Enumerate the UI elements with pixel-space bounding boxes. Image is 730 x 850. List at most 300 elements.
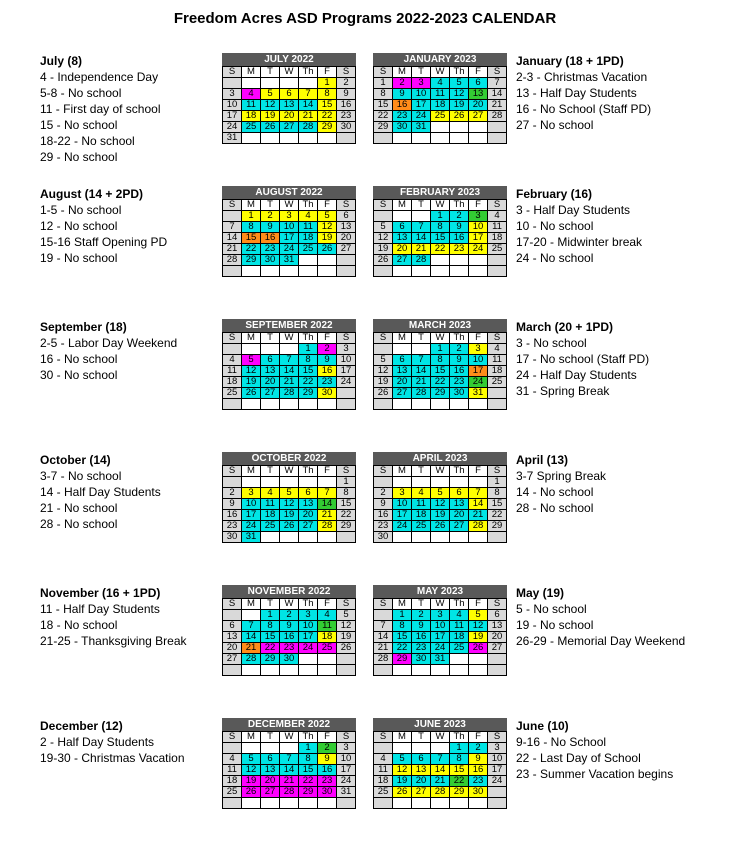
day-cell: 3: [393, 488, 412, 499]
day-cell: [223, 477, 242, 488]
weekday-label: Th: [450, 67, 469, 78]
event-note: 5-8 - No school: [40, 86, 122, 100]
calendar-grid: [373, 66, 507, 144]
day-cell: [393, 211, 412, 222]
day-cell: 14: [318, 499, 337, 510]
day-cell: 28: [299, 122, 318, 133]
weekday-header-row: [374, 732, 507, 743]
day-cell: [299, 798, 318, 809]
day-cell: 12: [450, 89, 469, 100]
day-cell: 2: [412, 610, 431, 621]
day-cell: 13: [488, 621, 507, 632]
day-cell: 9: [450, 222, 469, 233]
day-cell: 1: [488, 477, 507, 488]
day-cell: 24: [280, 244, 299, 255]
day-cell: 28: [374, 654, 393, 665]
day-cell: [223, 610, 242, 621]
day-cell: 17: [242, 510, 261, 521]
day-cell: [261, 477, 280, 488]
day-cell: 18: [431, 100, 450, 111]
day-cell: 18: [318, 632, 337, 643]
day-cell: [469, 532, 488, 543]
weekday-label: F: [318, 200, 337, 211]
weekday-label: S: [488, 200, 507, 211]
day-cell: [431, 532, 450, 543]
day-cell: 5: [242, 754, 261, 765]
day-cell: [488, 122, 507, 133]
day-cell: [393, 743, 412, 754]
day-cell: 18: [223, 377, 242, 388]
day-cell: 14: [488, 89, 507, 100]
day-cell: 9: [469, 754, 488, 765]
month-calendar-title: NOVEMBER 2022: [222, 585, 356, 598]
weekday-label: T: [261, 67, 280, 78]
week-row: [374, 133, 507, 144]
week-row: [223, 344, 356, 355]
day-cell: 28: [431, 787, 450, 798]
weekday-label: S: [337, 466, 356, 477]
day-cell: [488, 787, 507, 798]
day-cell: 16: [393, 100, 412, 111]
day-cell: [393, 399, 412, 410]
week-row: [374, 488, 507, 499]
day-cell: 5: [242, 355, 261, 366]
event-note: 14 - Half Day Students: [40, 485, 161, 499]
day-cell: 9: [450, 355, 469, 366]
day-cell: 23: [374, 521, 393, 532]
day-cell: 27: [393, 255, 412, 266]
day-cell: [280, 477, 299, 488]
day-cell: 29: [299, 787, 318, 798]
day-cell: 20: [393, 377, 412, 388]
weekday-label: M: [242, 200, 261, 211]
day-cell: 15: [450, 765, 469, 776]
week-row: [374, 122, 507, 133]
right-notes: [516, 718, 726, 782]
day-cell: 19: [450, 100, 469, 111]
day-cell: 22: [242, 244, 261, 255]
day-cell: 8: [431, 355, 450, 366]
weekday-label: S: [223, 200, 242, 211]
day-cell: 17: [337, 366, 356, 377]
right-notes: [516, 319, 726, 399]
day-cell: 29: [261, 654, 280, 665]
day-cell: 18: [488, 233, 507, 244]
weekday-label: S: [374, 466, 393, 477]
day-cell: 28: [280, 787, 299, 798]
weekday-label: W: [431, 333, 450, 344]
day-cell: [469, 122, 488, 133]
day-cell: 28: [469, 521, 488, 532]
weekday-label: W: [431, 599, 450, 610]
day-cell: 19: [242, 377, 261, 388]
weekday-label: S: [374, 599, 393, 610]
weekday-label: T: [412, 67, 431, 78]
day-cell: [412, 743, 431, 754]
day-cell: [242, 610, 261, 621]
event-note: 18-22 - No school: [40, 134, 135, 148]
day-cell: 14: [242, 632, 261, 643]
day-cell: 6: [223, 621, 242, 632]
weekday-header-row: [223, 466, 356, 477]
weekday-label: W: [280, 599, 299, 610]
day-cell: 13: [337, 222, 356, 233]
day-cell: 11: [488, 222, 507, 233]
day-cell: 27: [299, 521, 318, 532]
day-cell: [242, 477, 261, 488]
day-cell: 24: [337, 776, 356, 787]
day-cell: 30: [469, 787, 488, 798]
month-summary-heading: January (18 + 1PD): [516, 54, 624, 68]
weekday-label: F: [469, 732, 488, 743]
day-cell: 10: [223, 100, 242, 111]
day-cell: 3: [337, 743, 356, 754]
day-cell: [223, 798, 242, 809]
weekday-label: M: [242, 67, 261, 78]
day-cell: 12: [261, 100, 280, 111]
event-note: 29 - No school: [40, 150, 118, 164]
month-summary-heading: April (13): [516, 453, 569, 467]
day-cell: 8: [299, 355, 318, 366]
day-cell: [299, 133, 318, 144]
weekday-header-row: [374, 599, 507, 610]
month-calendar-title: OCTOBER 2022: [222, 452, 356, 465]
day-cell: 17: [299, 632, 318, 643]
month-summary-heading: February (16): [516, 187, 593, 201]
day-cell: [318, 798, 337, 809]
event-note: 30 - No school: [40, 368, 118, 382]
day-cell: 5: [469, 610, 488, 621]
day-cell: 12: [280, 499, 299, 510]
month-calendar-title: SEPTEMBER 2022: [222, 319, 356, 332]
day-cell: 30: [374, 532, 393, 543]
day-cell: [337, 266, 356, 277]
day-cell: 28: [412, 388, 431, 399]
day-cell: 3: [280, 211, 299, 222]
day-cell: 14: [280, 366, 299, 377]
event-note: 2 - Half Day Students: [40, 735, 155, 749]
day-cell: 5: [261, 89, 280, 100]
weekday-label: S: [374, 333, 393, 344]
day-cell: 30: [318, 388, 337, 399]
week-row: [374, 510, 507, 521]
weekday-label: T: [412, 466, 431, 477]
day-cell: 5: [431, 488, 450, 499]
day-cell: 1: [318, 78, 337, 89]
day-cell: 14: [412, 233, 431, 244]
weekday-label: S: [488, 333, 507, 344]
day-cell: 12: [393, 765, 412, 776]
day-cell: 29: [318, 122, 337, 133]
week-row: [223, 233, 356, 244]
day-cell: 15: [318, 100, 337, 111]
day-cell: 19: [393, 776, 412, 787]
right-notes: [516, 452, 726, 516]
day-cell: [261, 266, 280, 277]
day-cell: [261, 532, 280, 543]
day-cell: 27: [223, 654, 242, 665]
week-row: [223, 743, 356, 754]
day-cell: [223, 743, 242, 754]
day-cell: 4: [431, 78, 450, 89]
day-cell: [412, 211, 431, 222]
day-cell: 25: [488, 244, 507, 255]
day-cell: [242, 266, 261, 277]
week-row: [374, 100, 507, 111]
week-row: [374, 610, 507, 621]
day-cell: 22: [374, 111, 393, 122]
weekday-label: S: [337, 333, 356, 344]
day-cell: 2: [450, 211, 469, 222]
weekday-label: S: [223, 732, 242, 743]
day-cell: 25: [299, 244, 318, 255]
day-cell: 7: [469, 488, 488, 499]
week-row: [374, 765, 507, 776]
day-cell: 31: [412, 122, 431, 133]
event-note: 12 - No school: [40, 219, 118, 233]
day-cell: 7: [299, 89, 318, 100]
week-row: [223, 89, 356, 100]
day-cell: [412, 133, 431, 144]
day-cell: 9: [374, 499, 393, 510]
day-cell: 22: [488, 510, 507, 521]
day-cell: [488, 266, 507, 277]
day-cell: 10: [242, 499, 261, 510]
day-cell: 3: [337, 344, 356, 355]
right-notes: [516, 53, 726, 133]
day-cell: [337, 532, 356, 543]
day-cell: 18: [488, 366, 507, 377]
day-cell: [223, 344, 242, 355]
day-cell: [469, 133, 488, 144]
week-row: [223, 377, 356, 388]
day-cell: [450, 266, 469, 277]
weekday-label: F: [469, 599, 488, 610]
day-cell: 8: [393, 621, 412, 632]
weekday-label: F: [318, 732, 337, 743]
day-cell: 24: [469, 377, 488, 388]
event-note: 27 - No school: [516, 118, 594, 132]
weekday-label: W: [431, 67, 450, 78]
day-cell: [299, 654, 318, 665]
day-cell: 27: [280, 122, 299, 133]
month-calendar: [373, 319, 507, 410]
week-row: [374, 654, 507, 665]
week-row: [223, 754, 356, 765]
day-cell: 7: [280, 754, 299, 765]
day-cell: 29: [242, 255, 261, 266]
event-note: 3-7 Spring Break: [516, 469, 607, 483]
day-cell: [223, 399, 242, 410]
day-cell: 25: [374, 787, 393, 798]
event-note: 3 - No school: [516, 336, 587, 350]
day-cell: 1: [374, 78, 393, 89]
day-cell: 17: [280, 233, 299, 244]
day-cell: 12: [374, 366, 393, 377]
day-cell: 21: [299, 111, 318, 122]
day-cell: 4: [488, 211, 507, 222]
day-cell: 1: [450, 743, 469, 754]
day-cell: 20: [261, 377, 280, 388]
weekday-label: T: [261, 466, 280, 477]
day-cell: 12: [431, 499, 450, 510]
day-cell: [393, 266, 412, 277]
month-calendar-title: JANUARY 2023: [373, 53, 507, 66]
weekday-label: W: [280, 732, 299, 743]
day-cell: 15: [242, 233, 261, 244]
day-cell: [488, 665, 507, 676]
day-cell: 4: [223, 355, 242, 366]
weekday-label: S: [488, 599, 507, 610]
weekday-label: S: [488, 732, 507, 743]
day-cell: 25: [223, 388, 242, 399]
day-cell: 18: [299, 233, 318, 244]
day-cell: 12: [469, 621, 488, 632]
weekday-label: T: [261, 200, 280, 211]
day-cell: 31: [223, 133, 242, 144]
day-cell: [488, 798, 507, 809]
day-cell: 2: [337, 78, 356, 89]
day-cell: 26: [393, 787, 412, 798]
day-cell: 4: [488, 344, 507, 355]
day-cell: 16: [469, 765, 488, 776]
day-cell: 25: [318, 643, 337, 654]
day-cell: 7: [431, 754, 450, 765]
day-cell: 11: [223, 366, 242, 377]
day-cell: [299, 399, 318, 410]
week-row: [374, 776, 507, 787]
day-cell: 15: [488, 499, 507, 510]
week-row: [374, 754, 507, 765]
month-calendar-title: FEBRUARY 2023: [373, 186, 507, 199]
day-cell: 18: [374, 776, 393, 787]
week-row: [223, 499, 356, 510]
day-cell: 5: [318, 211, 337, 222]
day-cell: 6: [261, 355, 280, 366]
day-cell: 2: [318, 743, 337, 754]
day-cell: 29: [450, 787, 469, 798]
event-note: 3 - Half Day Students: [516, 203, 631, 217]
day-cell: 16: [374, 510, 393, 521]
day-cell: 1: [337, 477, 356, 488]
day-cell: 28: [280, 388, 299, 399]
day-cell: 29: [374, 122, 393, 133]
day-cell: 16: [318, 765, 337, 776]
week-row: [223, 133, 356, 144]
day-cell: 30: [337, 122, 356, 133]
month-calendar: [222, 585, 356, 676]
weekday-label: M: [242, 599, 261, 610]
calendar-grid: [222, 199, 356, 277]
day-cell: 20: [223, 643, 242, 654]
day-cell: [223, 211, 242, 222]
week-row: [374, 521, 507, 532]
calendar-grid: [222, 598, 356, 676]
day-cell: 9: [412, 621, 431, 632]
weekday-label: T: [412, 732, 431, 743]
event-note: 10 - No school: [516, 219, 594, 233]
day-cell: [469, 266, 488, 277]
weekday-label: S: [374, 200, 393, 211]
day-cell: 25: [242, 122, 261, 133]
day-cell: 7: [280, 355, 299, 366]
day-cell: 23: [337, 111, 356, 122]
day-cell: 6: [412, 754, 431, 765]
day-cell: 24: [299, 643, 318, 654]
day-cell: 3: [469, 344, 488, 355]
day-cell: [488, 532, 507, 543]
day-cell: 23: [318, 776, 337, 787]
weekday-label: S: [223, 599, 242, 610]
day-cell: 6: [393, 222, 412, 233]
event-note: 21 - No school: [40, 501, 118, 515]
month-calendar-title: AUGUST 2022: [222, 186, 356, 199]
day-cell: [412, 266, 431, 277]
weekday-label: Th: [299, 333, 318, 344]
day-cell: 13: [261, 765, 280, 776]
day-cell: [469, 798, 488, 809]
day-cell: [280, 532, 299, 543]
event-note: 3-7 - No school: [40, 469, 122, 483]
month-calendar: [373, 186, 507, 277]
weekday-label: S: [488, 466, 507, 477]
day-cell: 13: [469, 89, 488, 100]
day-cell: [374, 665, 393, 676]
day-cell: 24: [412, 111, 431, 122]
event-note: 17-20 - Midwinter break: [516, 235, 643, 249]
day-cell: 29: [488, 521, 507, 532]
day-cell: 26: [450, 111, 469, 122]
day-cell: [393, 798, 412, 809]
day-cell: 10: [412, 89, 431, 100]
weekday-label: F: [318, 599, 337, 610]
day-cell: 2: [393, 78, 412, 89]
week-row: [223, 521, 356, 532]
day-cell: 1: [299, 344, 318, 355]
day-cell: 20: [337, 233, 356, 244]
week-row: [374, 643, 507, 654]
month-calendar-title: JULY 2022: [222, 53, 356, 66]
day-cell: [393, 344, 412, 355]
weekday-label: Th: [299, 466, 318, 477]
day-cell: 9: [223, 499, 242, 510]
day-cell: 6: [450, 488, 469, 499]
week-row: [223, 366, 356, 377]
weekday-label: F: [469, 67, 488, 78]
day-cell: [469, 477, 488, 488]
day-cell: 30: [393, 122, 412, 133]
day-cell: [280, 743, 299, 754]
day-cell: 2: [374, 488, 393, 499]
week-row: [223, 211, 356, 222]
week-row: [374, 399, 507, 410]
event-note: 19 - No school: [516, 618, 594, 632]
day-cell: 8: [242, 222, 261, 233]
day-cell: 13: [393, 233, 412, 244]
day-cell: 18: [412, 510, 431, 521]
day-cell: 19: [337, 632, 356, 643]
day-cell: [393, 665, 412, 676]
day-cell: 21: [223, 244, 242, 255]
day-cell: 27: [450, 521, 469, 532]
day-cell: 18: [223, 776, 242, 787]
day-cell: [318, 477, 337, 488]
day-cell: [393, 133, 412, 144]
day-cell: [299, 266, 318, 277]
day-cell: 10: [337, 355, 356, 366]
day-cell: 10: [431, 621, 450, 632]
month-summary-heading: September (18): [40, 320, 127, 334]
